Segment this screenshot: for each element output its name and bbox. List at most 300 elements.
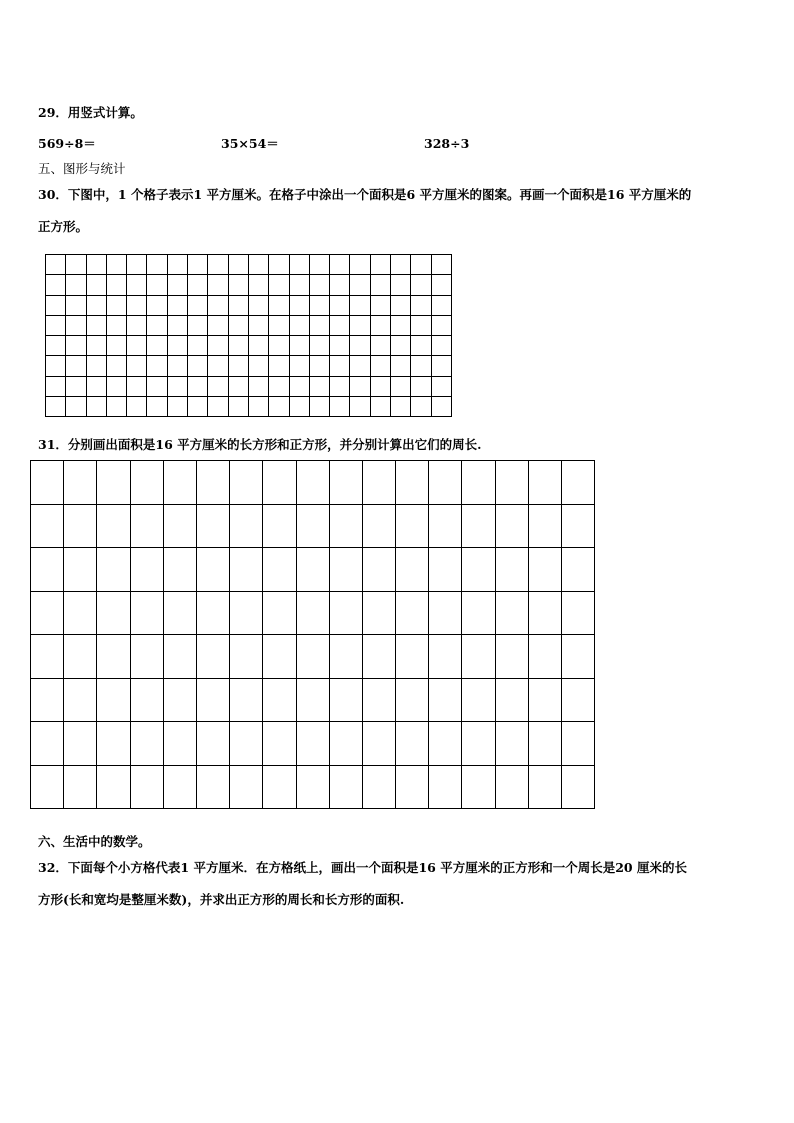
grid-cell[interactable]: [97, 461, 130, 505]
grid-cell[interactable]: [289, 336, 309, 356]
grid-cell[interactable]: [106, 336, 126, 356]
grid-cell[interactable]: [31, 548, 64, 592]
grid-cell[interactable]: [370, 315, 390, 335]
grid-cell[interactable]: [289, 275, 309, 295]
grid-cell[interactable]: [429, 591, 462, 635]
grid-cell[interactable]: [163, 765, 196, 809]
grid-cell[interactable]: [396, 722, 429, 766]
grid-cell[interactable]: [66, 275, 86, 295]
grid-cell[interactable]: [86, 255, 106, 275]
grid-cell[interactable]: [31, 722, 64, 766]
grid-cell[interactable]: [362, 548, 395, 592]
grid-cell[interactable]: [66, 397, 86, 417]
grid-cell[interactable]: [391, 315, 411, 335]
grid-cell[interactable]: [562, 678, 595, 722]
grid-cell[interactable]: [167, 315, 187, 335]
grid-cell[interactable]: [411, 397, 431, 417]
grid-cell[interactable]: [147, 255, 167, 275]
grid-cell[interactable]: [370, 356, 390, 376]
grid-cell[interactable]: [329, 678, 362, 722]
grid-cell[interactable]: [429, 678, 462, 722]
grid-cell[interactable]: [127, 255, 147, 275]
grid-cell[interactable]: [391, 397, 411, 417]
grid-cell[interactable]: [528, 678, 561, 722]
grid-cell[interactable]: [495, 504, 528, 548]
grid-cell[interactable]: [127, 315, 147, 335]
grid-cell[interactable]: [208, 255, 228, 275]
grid-cell[interactable]: [431, 315, 451, 335]
grid-cell[interactable]: [230, 461, 263, 505]
grid-cell[interactable]: [330, 275, 350, 295]
grid-cell[interactable]: [86, 275, 106, 295]
grid-cell[interactable]: [147, 376, 167, 396]
grid-cell[interactable]: [528, 461, 561, 505]
grid-cell[interactable]: [411, 336, 431, 356]
grid-cell[interactable]: [248, 397, 268, 417]
grid-cell[interactable]: [248, 376, 268, 396]
grid-cell[interactable]: [106, 356, 126, 376]
grid-cell[interactable]: [31, 461, 64, 505]
grid-cell[interactable]: [263, 548, 296, 592]
grid-cell[interactable]: [528, 504, 561, 548]
grid-cell[interactable]: [429, 504, 462, 548]
grid-cell[interactable]: [97, 504, 130, 548]
grid-cell[interactable]: [31, 504, 64, 548]
grid-cell[interactable]: [263, 635, 296, 679]
grid-cell[interactable]: [86, 376, 106, 396]
grid-cell[interactable]: [46, 275, 66, 295]
grid-cell[interactable]: [329, 591, 362, 635]
grid-cell[interactable]: [462, 461, 495, 505]
grid-cell[interactable]: [188, 376, 208, 396]
grid-cell[interactable]: [528, 765, 561, 809]
grid-cell[interactable]: [106, 295, 126, 315]
grid-cell[interactable]: [147, 336, 167, 356]
grid-cell[interactable]: [66, 336, 86, 356]
grid-cell[interactable]: [309, 376, 329, 396]
grid-cell[interactable]: [495, 722, 528, 766]
grid-cell[interactable]: [147, 275, 167, 295]
grid-cell[interactable]: [495, 591, 528, 635]
grid-cell[interactable]: [269, 336, 289, 356]
grid-cell[interactable]: [263, 722, 296, 766]
grid-cell[interactable]: [188, 295, 208, 315]
grid-cell[interactable]: [263, 504, 296, 548]
grid-cell[interactable]: [46, 376, 66, 396]
grid-cell[interactable]: [429, 548, 462, 592]
grid-cell[interactable]: [269, 315, 289, 335]
grid-cell[interactable]: [127, 336, 147, 356]
grid-cell[interactable]: [130, 678, 163, 722]
grid-cell[interactable]: [396, 461, 429, 505]
grid-cell[interactable]: [370, 397, 390, 417]
grid-cell[interactable]: [329, 548, 362, 592]
grid-cell[interactable]: [263, 765, 296, 809]
grid-cell[interactable]: [130, 722, 163, 766]
grid-cell[interactable]: [429, 461, 462, 505]
grid-cell[interactable]: [269, 397, 289, 417]
grid-cell[interactable]: [188, 275, 208, 295]
grid-cell[interactable]: [528, 591, 561, 635]
grid-cell[interactable]: [429, 765, 462, 809]
grid-cell[interactable]: [230, 504, 263, 548]
grid-cell[interactable]: [350, 336, 370, 356]
grid-cell[interactable]: [350, 275, 370, 295]
grid-cell[interactable]: [330, 376, 350, 396]
grid-cell[interactable]: [411, 255, 431, 275]
grid-cell[interactable]: [248, 336, 268, 356]
grid-cell[interactable]: [86, 356, 106, 376]
grid-cell[interactable]: [106, 275, 126, 295]
grid-cell[interactable]: [462, 591, 495, 635]
grid-cell[interactable]: [230, 722, 263, 766]
grid-cell[interactable]: [350, 295, 370, 315]
grid-cell[interactable]: [127, 356, 147, 376]
grid-cell[interactable]: [396, 635, 429, 679]
grid-cell[interactable]: [188, 356, 208, 376]
grid-cell[interactable]: [97, 678, 130, 722]
grid-cell[interactable]: [208, 397, 228, 417]
grid-cell[interactable]: [248, 356, 268, 376]
grid-cell[interactable]: [228, 376, 248, 396]
grid-cell[interactable]: [289, 255, 309, 275]
grid-cell[interactable]: [289, 315, 309, 335]
grid-cell[interactable]: [97, 591, 130, 635]
grid-cell[interactable]: [462, 635, 495, 679]
grid-cell[interactable]: [296, 765, 329, 809]
grid-cell[interactable]: [431, 275, 451, 295]
grid-cell[interactable]: [127, 295, 147, 315]
grid-cell[interactable]: [296, 591, 329, 635]
grid-cell[interactable]: [228, 255, 248, 275]
grid-cell[interactable]: [248, 315, 268, 335]
grid-cell[interactable]: [296, 548, 329, 592]
grid-cell[interactable]: [329, 504, 362, 548]
grid-cell[interactable]: [391, 295, 411, 315]
grid-cell[interactable]: [289, 376, 309, 396]
grid-cell[interactable]: [391, 255, 411, 275]
grid-cell[interactable]: [263, 461, 296, 505]
grid-cell[interactable]: [362, 635, 395, 679]
grid-cell[interactable]: [289, 295, 309, 315]
grid-cell[interactable]: [330, 356, 350, 376]
grid-cell[interactable]: [562, 591, 595, 635]
grid-cell[interactable]: [411, 356, 431, 376]
grid-cell[interactable]: [269, 295, 289, 315]
grid-cell[interactable]: [429, 635, 462, 679]
grid-cell[interactable]: [330, 315, 350, 335]
grid-cell[interactable]: [391, 356, 411, 376]
grid-cell[interactable]: [188, 397, 208, 417]
grid-cell[interactable]: [208, 356, 228, 376]
grid-cell[interactable]: [411, 376, 431, 396]
grid-cell[interactable]: [147, 315, 167, 335]
grid-cell[interactable]: [127, 397, 147, 417]
grid-cell[interactable]: [350, 397, 370, 417]
grid-cell[interactable]: [230, 765, 263, 809]
grid-cell[interactable]: [230, 591, 263, 635]
grid-cell[interactable]: [188, 255, 208, 275]
grid-cell[interactable]: [127, 376, 147, 396]
grid-cell[interactable]: [495, 461, 528, 505]
grid-cell[interactable]: [462, 678, 495, 722]
grid-cell[interactable]: [147, 356, 167, 376]
grid-cell[interactable]: [370, 275, 390, 295]
grid-cell[interactable]: [309, 255, 329, 275]
grid-cell[interactable]: [66, 376, 86, 396]
grid-cell[interactable]: [296, 722, 329, 766]
grid-cell[interactable]: [86, 336, 106, 356]
grid-cell[interactable]: [31, 765, 64, 809]
grid-cell[interactable]: [208, 275, 228, 295]
grid-cell[interactable]: [97, 765, 130, 809]
grid-cell[interactable]: [130, 461, 163, 505]
grid-cell[interactable]: [196, 722, 229, 766]
grid-cell[interactable]: [228, 295, 248, 315]
grid-cell[interactable]: [362, 591, 395, 635]
grid-cell[interactable]: [362, 504, 395, 548]
grid-cell[interactable]: [370, 336, 390, 356]
grid-cell[interactable]: [31, 591, 64, 635]
grid-cell[interactable]: [528, 548, 561, 592]
grid-cell[interactable]: [46, 336, 66, 356]
grid-cell[interactable]: [230, 548, 263, 592]
grid-cell[interactable]: [391, 376, 411, 396]
grid-cell[interactable]: [263, 678, 296, 722]
grid-cell[interactable]: [248, 275, 268, 295]
grid-cell[interactable]: [97, 722, 130, 766]
grid-cell[interactable]: [329, 461, 362, 505]
grid-cell[interactable]: [296, 461, 329, 505]
grid-cell[interactable]: [248, 295, 268, 315]
grid-cell[interactable]: [350, 356, 370, 376]
grid-cell[interactable]: [188, 336, 208, 356]
grid-cell[interactable]: [562, 722, 595, 766]
grid-cell[interactable]: [64, 548, 97, 592]
grid-cell[interactable]: [391, 275, 411, 295]
grid-cell[interactable]: [64, 461, 97, 505]
grid-cell[interactable]: [329, 722, 362, 766]
grid-cell[interactable]: [248, 255, 268, 275]
grid-cell[interactable]: [462, 504, 495, 548]
grid-cell[interactable]: [495, 635, 528, 679]
grid-cell[interactable]: [431, 336, 451, 356]
grid-cell[interactable]: [196, 678, 229, 722]
grid-cell[interactable]: [97, 548, 130, 592]
grid-row: [31, 635, 595, 679]
grid-cell[interactable]: [411, 275, 431, 295]
grid-cell[interactable]: [296, 504, 329, 548]
grid-cell[interactable]: [46, 255, 66, 275]
grid-cell[interactable]: [86, 397, 106, 417]
grid-cell[interactable]: [208, 295, 228, 315]
grid-cell[interactable]: [289, 356, 309, 376]
grid-cell[interactable]: [411, 315, 431, 335]
grid-cell[interactable]: [495, 678, 528, 722]
grid-cell[interactable]: [46, 356, 66, 376]
grid-cell[interactable]: [562, 504, 595, 548]
grid-cell[interactable]: [228, 336, 248, 356]
grid-cell[interactable]: [46, 295, 66, 315]
grid-q31[interactable]: [30, 460, 595, 809]
grid-cell[interactable]: [309, 275, 329, 295]
grid-cell[interactable]: [31, 678, 64, 722]
grid-cell[interactable]: [196, 548, 229, 592]
grid-cell[interactable]: [106, 255, 126, 275]
grid-cell[interactable]: [330, 336, 350, 356]
grid-cell[interactable]: [196, 765, 229, 809]
grid-cell[interactable]: [370, 255, 390, 275]
grid-cell[interactable]: [66, 356, 86, 376]
grid-cell[interactable]: [528, 635, 561, 679]
grid-cell[interactable]: [163, 678, 196, 722]
grid-cell[interactable]: [163, 635, 196, 679]
grid-cell[interactable]: [431, 356, 451, 376]
grid-cell[interactable]: [64, 765, 97, 809]
grid-cell[interactable]: [46, 315, 66, 335]
grid-cell[interactable]: [86, 315, 106, 335]
grid-cell[interactable]: [196, 591, 229, 635]
grid-cell[interactable]: [263, 591, 296, 635]
grid-cell[interactable]: [431, 397, 451, 417]
grid-cell[interactable]: [396, 765, 429, 809]
grid-q30[interactable]: [45, 254, 452, 417]
grid-cell[interactable]: [163, 591, 196, 635]
grid-cell[interactable]: [106, 397, 126, 417]
grid-cell[interactable]: [106, 315, 126, 335]
grid-cell[interactable]: [208, 315, 228, 335]
grid-cell[interactable]: [64, 591, 97, 635]
grid-cell[interactable]: [296, 635, 329, 679]
grid-cell[interactable]: [64, 504, 97, 548]
grid-cell[interactable]: [130, 635, 163, 679]
grid-cell[interactable]: [130, 504, 163, 548]
grid-cell[interactable]: [309, 397, 329, 417]
grid-cell[interactable]: [562, 765, 595, 809]
grid-cell[interactable]: [208, 336, 228, 356]
grid-cell[interactable]: [130, 591, 163, 635]
grid-cell[interactable]: [431, 255, 451, 275]
grid-cell[interactable]: [362, 765, 395, 809]
grid-cell[interactable]: [309, 315, 329, 335]
grid-cell[interactable]: [362, 722, 395, 766]
grid-cell[interactable]: [46, 397, 66, 417]
grid-cell[interactable]: [167, 376, 187, 396]
grid-cell[interactable]: [362, 678, 395, 722]
grid-cell[interactable]: [167, 295, 187, 315]
grid-cell[interactable]: [130, 765, 163, 809]
grid-cell[interactable]: [64, 722, 97, 766]
grid-cell[interactable]: [431, 376, 451, 396]
grid-cell[interactable]: [230, 635, 263, 679]
grid-cell[interactable]: [64, 635, 97, 679]
grid-cell[interactable]: [396, 591, 429, 635]
grid-cell[interactable]: [147, 397, 167, 417]
grid-cell[interactable]: [495, 765, 528, 809]
grid-cell[interactable]: [330, 295, 350, 315]
grid-cell[interactable]: [462, 548, 495, 592]
grid-cell[interactable]: [269, 255, 289, 275]
grid-cell[interactable]: [66, 295, 86, 315]
grid-cell[interactable]: [188, 315, 208, 335]
grid-cell[interactable]: [163, 504, 196, 548]
grid-cell[interactable]: [269, 356, 289, 376]
grid-cell[interactable]: [66, 315, 86, 335]
grid-cell[interactable]: [64, 678, 97, 722]
grid-cell[interactable]: [289, 397, 309, 417]
question-30-text-line1: 30．下图中，1 个格子表示1 平方厘米。在格子中涂出一个面积是6 平方厘米的图案。再画一个面积是16 平方厘米的: [38, 187, 692, 202]
grid-cell[interactable]: [350, 315, 370, 335]
grid-cell[interactable]: [269, 376, 289, 396]
grid-cell[interactable]: [130, 548, 163, 592]
grid-cell[interactable]: [106, 376, 126, 396]
grid-cell[interactable]: [429, 722, 462, 766]
grid-cell[interactable]: [309, 295, 329, 315]
grid-cell[interactable]: [329, 765, 362, 809]
grid-cell[interactable]: [167, 356, 187, 376]
grid-cell[interactable]: [66, 255, 86, 275]
grid-cell[interactable]: [462, 765, 495, 809]
grid-cell[interactable]: [196, 635, 229, 679]
grid-cell[interactable]: [269, 275, 289, 295]
grid-cell[interactable]: [528, 722, 561, 766]
grid-cell[interactable]: [362, 461, 395, 505]
grid-cell[interactable]: [230, 678, 263, 722]
grid-cell[interactable]: [163, 548, 196, 592]
grid-cell[interactable]: [431, 295, 451, 315]
grid-cell[interactable]: [163, 722, 196, 766]
grid-cell[interactable]: [370, 376, 390, 396]
grid-cell[interactable]: [167, 336, 187, 356]
grid-cell[interactable]: [167, 255, 187, 275]
grid-cell[interactable]: [562, 635, 595, 679]
grid-cell[interactable]: [411, 295, 431, 315]
grid-cell[interactable]: [147, 295, 167, 315]
grid-cell[interactable]: [391, 336, 411, 356]
grid-cell[interactable]: [228, 275, 248, 295]
grid-cell[interactable]: [228, 356, 248, 376]
grid-cell[interactable]: [396, 548, 429, 592]
grid-cell[interactable]: [350, 255, 370, 275]
grid-cell[interactable]: [396, 678, 429, 722]
grid-cell[interactable]: [167, 275, 187, 295]
grid-cell[interactable]: [329, 635, 362, 679]
grid-cell[interactable]: [97, 635, 130, 679]
grid-cell[interactable]: [370, 295, 390, 315]
grid-cell[interactable]: [196, 461, 229, 505]
grid-cell[interactable]: [330, 397, 350, 417]
grid-cell[interactable]: [309, 356, 329, 376]
grid-cell[interactable]: [562, 548, 595, 592]
grid-cell[interactable]: [296, 678, 329, 722]
grid-cell[interactable]: [167, 397, 187, 417]
grid-cell[interactable]: [396, 504, 429, 548]
grid-cell[interactable]: [495, 548, 528, 592]
grid-cell[interactable]: [562, 461, 595, 505]
grid-cell[interactable]: [196, 504, 229, 548]
grid-cell[interactable]: [208, 376, 228, 396]
grid-cell[interactable]: [31, 635, 64, 679]
grid-cell[interactable]: [228, 397, 248, 417]
grid-cell[interactable]: [330, 255, 350, 275]
grid-cell[interactable]: [309, 336, 329, 356]
grid-cell[interactable]: [462, 722, 495, 766]
grid-cell[interactable]: [163, 461, 196, 505]
grid-cell[interactable]: [228, 315, 248, 335]
grid-cell[interactable]: [86, 295, 106, 315]
grid-cell[interactable]: [127, 275, 147, 295]
grid-cell[interactable]: [350, 376, 370, 396]
